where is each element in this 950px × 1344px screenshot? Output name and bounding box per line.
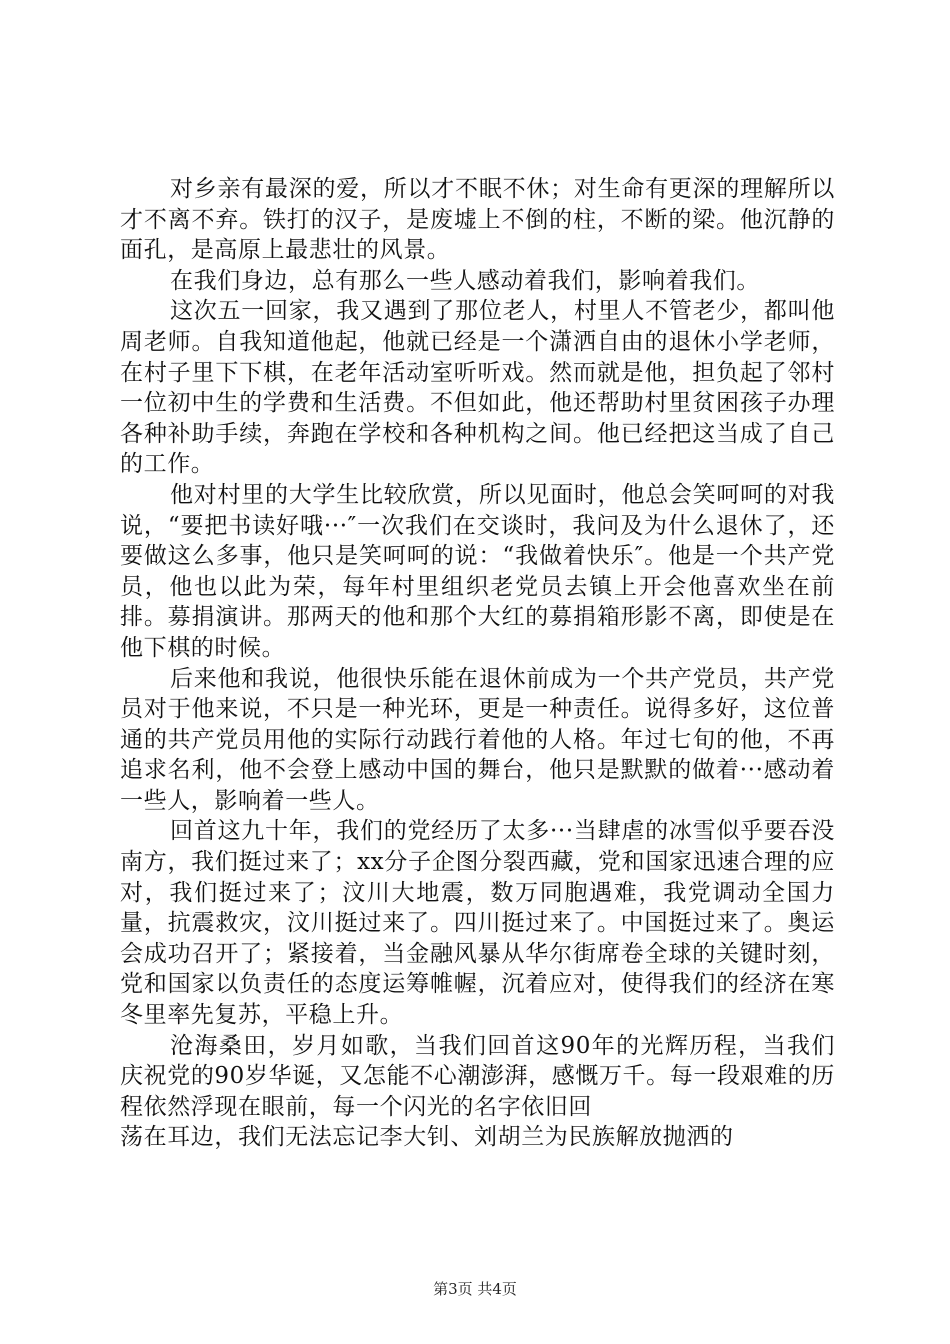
paragraph: 对乡亲有最深的爱，所以才不眠不休；对生命有更深的理解所以才不离不弃。铁打的汉子，是废墟上不倒的柱，不断的梁。他沉静的面孔，是高原上最悲壮的风景。 <box>120 176 835 264</box>
paragraph: 这次五一回家，我又遇到了那位老人，村里人不管老少，都叫他周老师。自我知道他起，他就已经是一个潇洒自由的退休小学老师，在村子里下下棋，在老年活动室听听戏。然而就是他，担负起了邻村一位初中生的学费和生活费。不但如此，他还帮助村里贫困孩子办理各种补助手续，奔跑在学校和各种机构之间。他已经把这当成了自己的工作。 <box>120 298 835 478</box>
page-number-footer: 第3页 共4页 <box>433 1280 517 1298</box>
document-body <box>120 174 835 1153</box>
paragraph: 沧海桑田，岁月如歌，当我们回首这90年的光辉历程，当我们庆祝党的90岁华诞，又怎能不心潮澎湃，感慨万千。每一段艰难的历程依然浮现在眼前，每一个闪光的名字依旧回 <box>120 1032 835 1120</box>
paragraph: 回首这九十年，我们的党经历了太多···当肆虐的冰雪似乎要吞没南方，我们挺过来了；xx分子企图分裂西藏，党和国家迅速合理的应对，我们挺过来了；汶川大地震，数万同胞遇难，我党调动全国力量，抗震救灾，汶川挺过来了。四川挺过来了。中国挺过来了。奥运会成功召开了；紧接着，当金融风暴从华尔街席卷全球的关键时刻，党和国家以负责任的态度运筹帷幄，沉着应对，使得我们的经济在寒冬里率先复苏，平稳上升。 <box>120 818 835 1029</box>
paragraph: 他对村里的大学生比较欣赏，所以见面时，他总会笑呵呵的对我说，“要把书读好哦···″一次我们在交谈时，我问及为什么退休了，还要做这么多事，他只是笑呵呵的说：“我做着快乐″。他是一个共产党员，他也以此为荣，每年村里组织老党员去镇上开会他喜欢坐在前排。募捐演讲。那两天的他和那个大红的募捐箱形影不离，即使是在他下棋的时候。 <box>120 481 835 661</box>
paragraph: 在我们身边，总有那么一些人感动着我们，影响着我们。 <box>170 267 760 294</box>
paragraph-continuation: 荡在耳边，我们无法忘记李大钊、刘胡兰为民族解放抛洒的 <box>120 1124 734 1151</box>
paragraph: 后来他和我说，他很快乐能在退休前成为一个共产党员，共产党员对于他来说，不只是一种光环，更是一种责任。说得多好，这位普通的共产党员用他的实际行动践行着他的人格。年过七旬的他，不再追求名利，他不会登上感动中国的舞台，他只是默默的做着···感动着一些人，影响着一些人。 <box>120 665 835 814</box>
